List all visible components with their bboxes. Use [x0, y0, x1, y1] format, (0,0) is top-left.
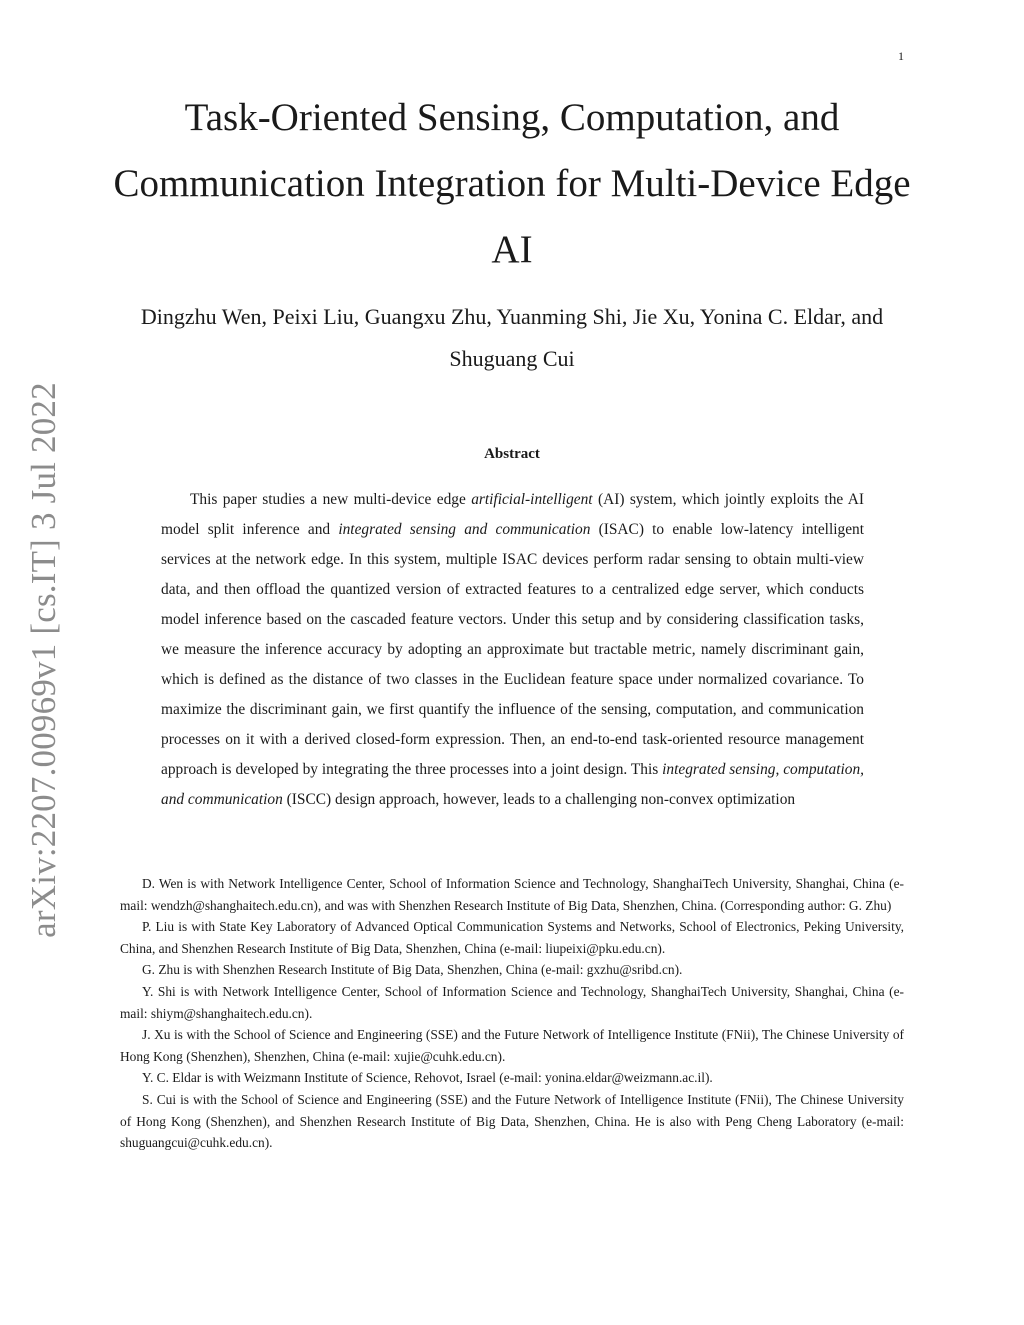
abstract-emphasis: artificial-intelligent: [471, 491, 593, 508]
abstract-text: This paper studies a new multi-device edge: [190, 491, 472, 508]
arxiv-stamp: arXiv:2207.00969v1 [cs.IT] 3 Jul 2022: [24, 382, 63, 938]
abstract-emphasis: integrated sensing, computation, and communication: [161, 761, 864, 808]
footnote-xu: J. Xu is with the School of Science and Engineering (SSE) and the Future Network of Intelligence Institute (FNii), The Chinese University of Hong Kong (Shenzhen), Shenzhen, China (e-mail: xujie@cuhk.edu.cn).: [120, 1027, 904, 1064]
footnote-liu: P. Liu is with State Key Laboratory of Advanced Optical Communication Systems and Networks, School of Electronics, Peking University, China, and Shenzhen Research Institute of Big Data, Shenzhen, China (e-mail: liupeixi@pku.edu.cn).: [120, 919, 904, 956]
abstract-emphasis: integrated sensing and communication: [338, 521, 591, 538]
footnote-wen: D. Wen is with Network Intelligence Center, School of Information Science and Technology, ShanghaiTech University, Shanghai, China (e-mail: wendzh@shanghaitech.edu.cn), and was with Shenzhen Research Institute of Big Data, Shenzhen, China. (Corresponding author: G. Zhu): [120, 876, 904, 913]
paper-title: Task-Oriented Sensing, Computation, and Communication Integration for Multi-Device Edge AI: [113, 96, 911, 271]
footnote-eldar: Y. C. Eldar is with Weizmann Institute of Science, Rehovot, Israel (e-mail: yonina.eldar@weizmann.ac.il).: [142, 1070, 713, 1086]
footnote-zhu: G. Zhu is with Shenzhen Research Institute of Big Data, Shenzhen, China (e-mail: gxzhu@sribd.cn).: [142, 962, 683, 978]
author-list: Dingzhu Wen, Peixi Liu, Guangxu Zhu, Yuanming Shi, Jie Xu, Yonina C. Eldar, and Shuguang Cui: [140, 304, 884, 371]
page-number: 1: [898, 49, 904, 63]
affiliation-footnotes: [120, 873, 904, 1154]
footnote-shi: Y. Shi is with Network Intelligence Center, School of Information Science and Technology, ShanghaiTech University, Shanghai, China (e-mail: shiym@shanghaitech.edu.cn).: [120, 983, 904, 1021]
abstract-body: [161, 485, 864, 815]
abstract-text: (ISAC) to enable low-latency intelligent services at the network edge. In this system, multiple ISAC devices perform radar sensing to obtain multi-view data, and then offload the quantized version of extracted features to a centralized edge server, which conducts model inference based on the cascaded feature vectors. Under this setup and by considering classification tasks, we measure the inference accuracy by adopting an approximate but tractable metric, namely discriminant gain, which is defined as the distance of two classes in the Euclidean feature space under normalized covariance. To maximize the discriminant gain, we first quantify the influence of the sensing, computation, and communication processes on it with a derived closed-form expression. Then, an end-to-end task-oriented resource management approach is developed by integrating the three processes into a joint design. This: [161, 521, 864, 778]
footnote-cui: S. Cui is with the School of Science and Engineering (SSE) and the Future Network of Intelligence Institute (FNii), The Chinese University of Hong Kong (Shenzhen), and Shenzhen Research Institute of Big Data, Shenzhen, China. He is also with Peng Cheng Laboratory (e-mail: shuguangcui@cuhk.edu.cn).: [120, 1091, 904, 1151]
abstract-text: (AI) system, which jointly exploits the AI model split inference and: [161, 491, 864, 538]
abstract-text: (ISCC) design approach, however, leads to a challenging non-convex optimization: [282, 791, 796, 808]
abstract-heading: Abstract: [484, 446, 540, 462]
